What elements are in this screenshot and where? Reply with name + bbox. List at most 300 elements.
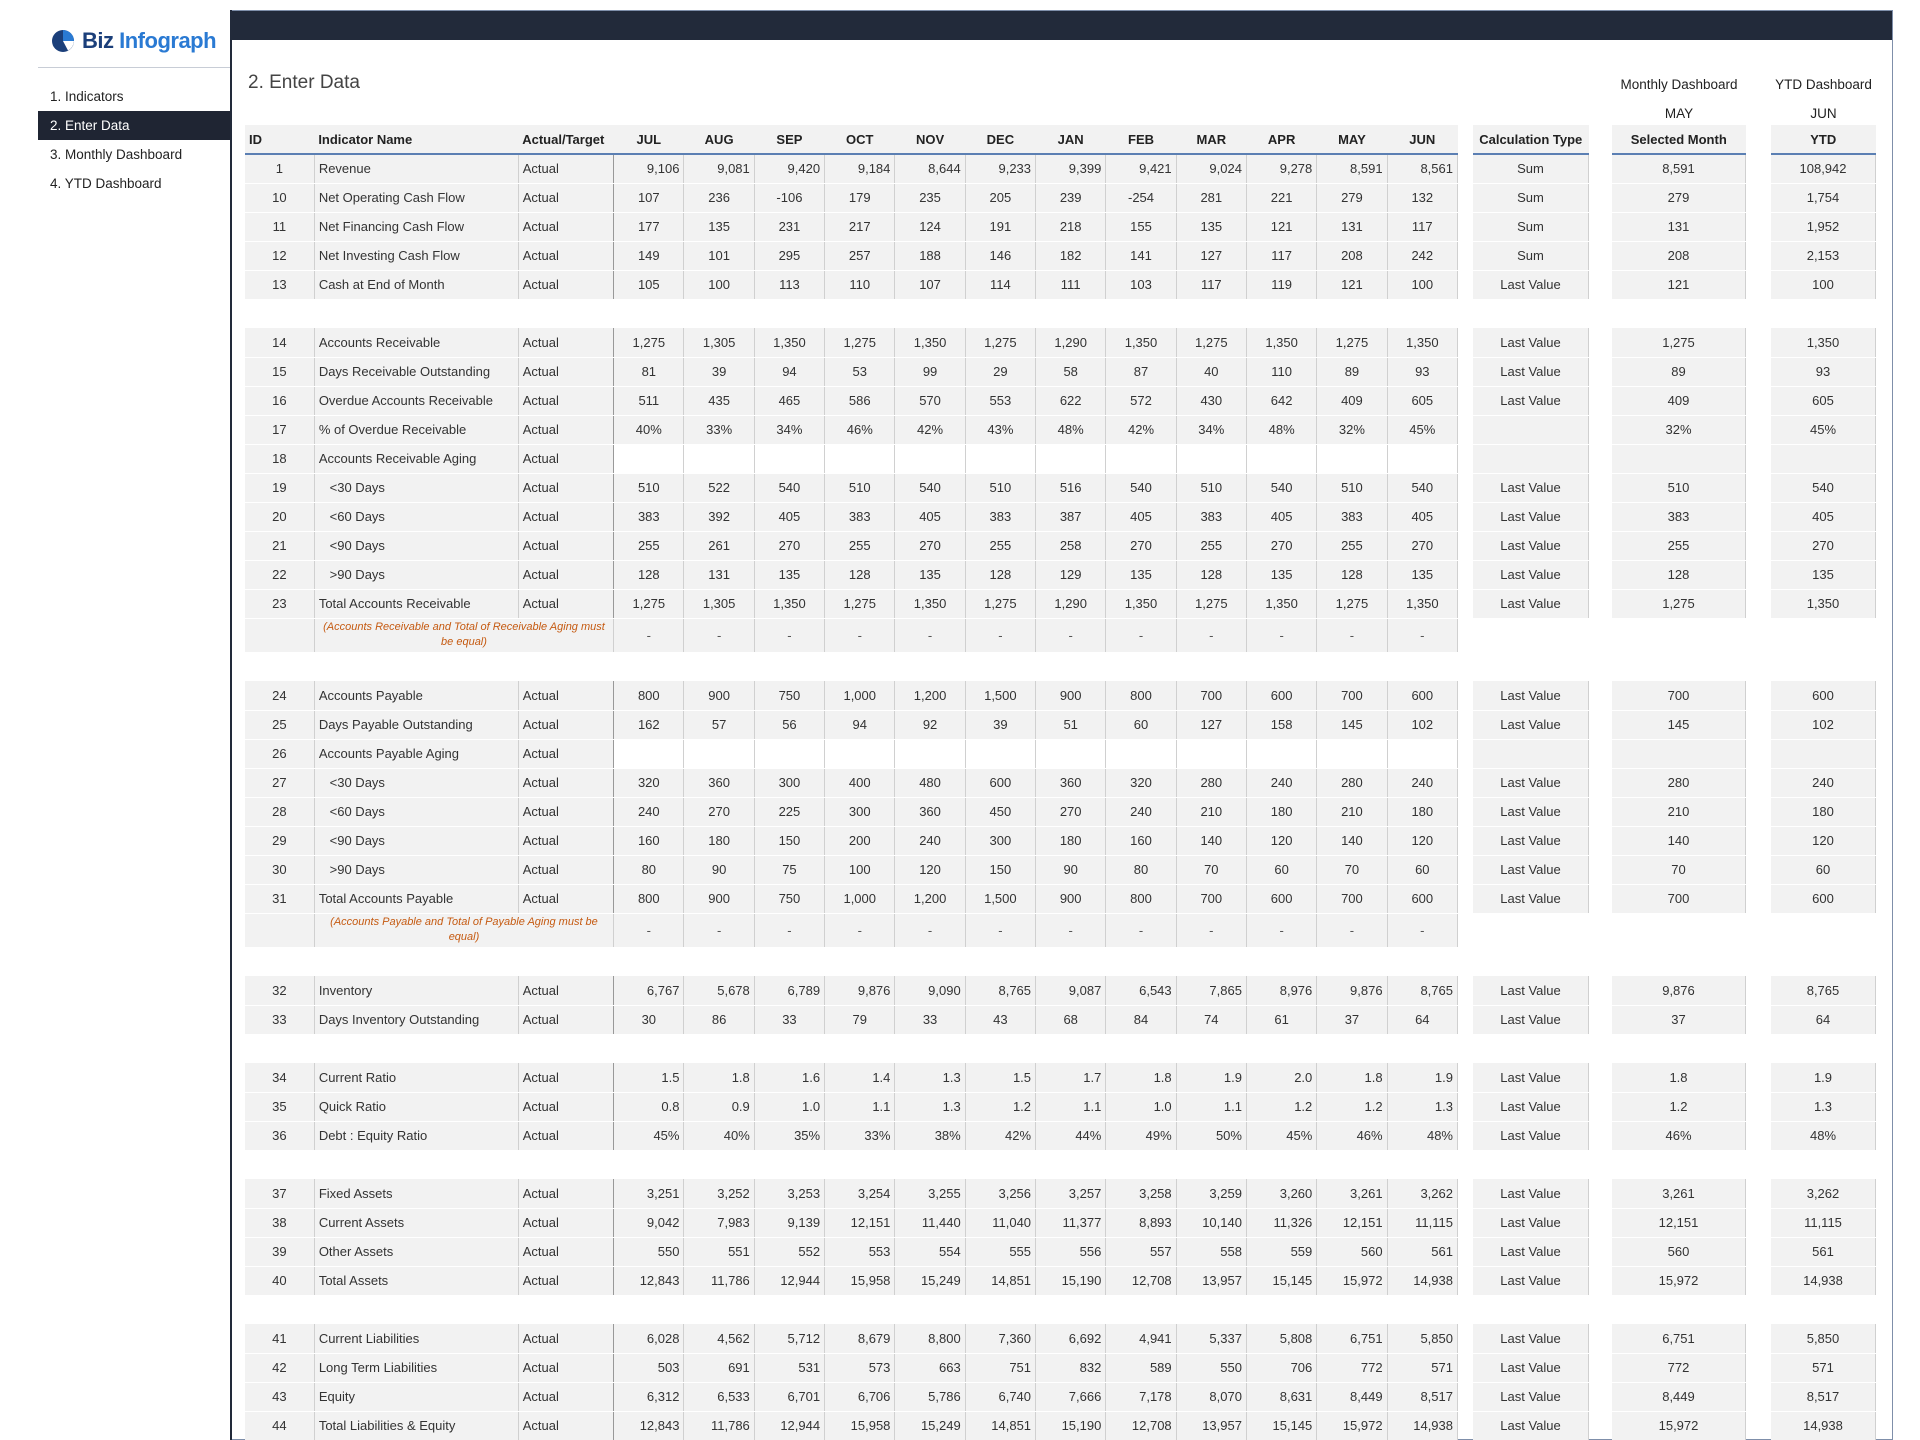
value-cell[interactable] — [614, 739, 684, 768]
value-cell[interactable]: 1.5 — [965, 1063, 1035, 1092]
actual-target-cell[interactable]: Actual — [518, 1382, 613, 1411]
value-cell[interactable]: 1,275 — [965, 328, 1035, 357]
value-cell[interactable]: 12,151 — [1317, 1208, 1387, 1237]
indicator-name-cell[interactable]: Net Operating Cash Flow — [314, 183, 518, 212]
value-cell[interactable]: 32% — [1317, 415, 1387, 444]
value-cell[interactable]: 140 — [1176, 826, 1246, 855]
value-cell[interactable]: 522 — [684, 473, 754, 502]
value-cell[interactable]: 60 — [1246, 855, 1316, 884]
indicator-name-cell[interactable]: Debt : Equity Ratio — [314, 1121, 518, 1150]
nav-item-enter-data[interactable]: 2. Enter Data — [38, 111, 230, 140]
value-cell[interactable]: 60 — [1387, 855, 1457, 884]
value-cell[interactable]: 589 — [1106, 1353, 1176, 1382]
value-cell[interactable]: 113 — [754, 270, 824, 299]
value-cell[interactable]: 409 — [1317, 386, 1387, 415]
value-cell[interactable] — [825, 739, 895, 768]
value-cell[interactable]: 1,350 — [1246, 328, 1316, 357]
value-cell[interactable]: 3,261 — [1317, 1179, 1387, 1208]
value-cell[interactable]: 1.9 — [1176, 1063, 1246, 1092]
value-cell[interactable] — [1106, 444, 1176, 473]
value-cell[interactable]: 103 — [1106, 270, 1176, 299]
value-cell[interactable]: 1.2 — [1246, 1092, 1316, 1121]
value-cell[interactable]: 1.8 — [1317, 1063, 1387, 1092]
value-cell[interactable]: 552 — [754, 1237, 824, 1266]
value-cell[interactable]: 43% — [965, 415, 1035, 444]
value-cell[interactable]: 1,275 — [614, 589, 684, 618]
value-cell[interactable]: 9,087 — [1036, 976, 1106, 1005]
value-cell[interactable]: 555 — [965, 1237, 1035, 1266]
value-cell[interactable]: 111 — [1036, 270, 1106, 299]
value-cell[interactable]: 10,140 — [1176, 1208, 1246, 1237]
value-cell[interactable]: 180 — [684, 826, 754, 855]
value-cell[interactable]: -254 — [1106, 183, 1176, 212]
value-cell[interactable]: 128 — [614, 560, 684, 589]
value-cell[interactable]: 270 — [1106, 531, 1176, 560]
value-cell[interactable]: 35% — [754, 1121, 824, 1150]
value-cell[interactable]: 600 — [1246, 884, 1316, 913]
value-cell[interactable]: 572 — [1106, 386, 1176, 415]
indicator-name-cell[interactable]: Accounts Receivable — [314, 328, 518, 357]
value-cell[interactable]: 3,251 — [614, 1179, 684, 1208]
value-cell[interactable]: 540 — [895, 473, 965, 502]
indicator-name-cell[interactable]: % of Overdue Receivable — [314, 415, 518, 444]
value-cell[interactable]: 90 — [684, 855, 754, 884]
value-cell[interactable]: 87 — [1106, 357, 1176, 386]
value-cell[interactable]: 240 — [895, 826, 965, 855]
actual-target-cell[interactable]: Actual — [518, 1266, 613, 1295]
value-cell[interactable]: 556 — [1036, 1237, 1106, 1266]
value-cell[interactable]: 8,679 — [825, 1324, 895, 1353]
value-cell[interactable]: 383 — [965, 502, 1035, 531]
value-cell[interactable]: 751 — [965, 1353, 1035, 1382]
indicator-name-cell[interactable]: Net Financing Cash Flow — [314, 212, 518, 241]
value-cell[interactable]: 6,751 — [1317, 1324, 1387, 1353]
value-cell[interactable]: 12,708 — [1106, 1411, 1176, 1440]
value-cell[interactable]: 50% — [1176, 1121, 1246, 1150]
indicator-name-cell[interactable]: Equity — [314, 1382, 518, 1411]
value-cell[interactable]: 9,139 — [754, 1208, 824, 1237]
value-cell[interactable]: 8,976 — [1246, 976, 1316, 1005]
actual-target-cell[interactable]: Actual — [518, 560, 613, 589]
value-cell[interactable]: 1,350 — [754, 328, 824, 357]
value-cell[interactable]: 270 — [1036, 797, 1106, 826]
value-cell[interactable] — [965, 444, 1035, 473]
actual-target-cell[interactable]: Actual — [518, 1005, 613, 1034]
indicator-name-cell[interactable]: Accounts Payable — [314, 681, 518, 710]
value-cell[interactable]: 280 — [1176, 768, 1246, 797]
value-cell[interactable]: 1,500 — [965, 884, 1035, 913]
value-cell[interactable]: 1,305 — [684, 589, 754, 618]
value-cell[interactable]: 832 — [1036, 1353, 1106, 1382]
value-cell[interactable]: 48% — [1387, 1121, 1457, 1150]
value-cell[interactable]: 8,561 — [1387, 154, 1457, 183]
value-cell[interactable]: 107 — [895, 270, 965, 299]
value-cell[interactable] — [754, 739, 824, 768]
actual-target-cell[interactable]: Actual — [518, 855, 613, 884]
value-cell[interactable]: 1.7 — [1036, 1063, 1106, 1092]
value-cell[interactable]: 61 — [1246, 1005, 1316, 1034]
actual-target-cell[interactable]: Actual — [518, 884, 613, 913]
value-cell[interactable]: 553 — [825, 1237, 895, 1266]
value-cell[interactable]: 11,326 — [1246, 1208, 1316, 1237]
value-cell[interactable]: 128 — [825, 560, 895, 589]
value-cell[interactable]: 11,040 — [965, 1208, 1035, 1237]
value-cell[interactable]: 1,350 — [895, 328, 965, 357]
value-cell[interactable]: 221 — [1246, 183, 1316, 212]
value-cell[interactable]: 3,255 — [895, 1179, 965, 1208]
value-cell[interactable]: 240 — [1246, 768, 1316, 797]
value-cell[interactable]: 12,944 — [754, 1266, 824, 1295]
value-cell[interactable]: 42% — [895, 415, 965, 444]
value-cell[interactable]: 135 — [1176, 212, 1246, 241]
value-cell[interactable]: 231 — [754, 212, 824, 241]
value-cell[interactable]: 64 — [1387, 1005, 1457, 1034]
actual-target-cell[interactable]: Actual — [518, 270, 613, 299]
value-cell[interactable]: 706 — [1246, 1353, 1316, 1382]
value-cell[interactable]: 3,257 — [1036, 1179, 1106, 1208]
value-cell[interactable]: 150 — [965, 855, 1035, 884]
value-cell[interactable]: 48% — [1036, 415, 1106, 444]
value-cell[interactable]: 383 — [1176, 502, 1246, 531]
value-cell[interactable]: 29 — [965, 357, 1035, 386]
indicator-name-cell[interactable]: Accounts Receivable Aging — [314, 444, 518, 473]
value-cell[interactable]: 1,200 — [895, 681, 965, 710]
value-cell[interactable]: 1,000 — [825, 681, 895, 710]
value-cell[interactable]: 700 — [1176, 681, 1246, 710]
value-cell[interactable]: 7,178 — [1106, 1382, 1176, 1411]
value-cell[interactable]: 131 — [1317, 212, 1387, 241]
value-cell[interactable]: 6,533 — [684, 1382, 754, 1411]
value-cell[interactable]: 258 — [1036, 531, 1106, 560]
value-cell[interactable]: 102 — [1387, 710, 1457, 739]
indicator-name-cell[interactable]: Cash at End of Month — [314, 270, 518, 299]
value-cell[interactable]: 280 — [1317, 768, 1387, 797]
value-cell[interactable]: 9,090 — [895, 976, 965, 1005]
value-cell[interactable]: 155 — [1106, 212, 1176, 241]
value-cell[interactable]: 40 — [1176, 357, 1246, 386]
value-cell[interactable]: 8,517 — [1387, 1382, 1457, 1411]
value-cell[interactable]: 129 — [1036, 560, 1106, 589]
value-cell[interactable]: 281 — [1176, 183, 1246, 212]
value-cell[interactable]: 9,233 — [965, 154, 1035, 183]
value-cell[interactable]: 300 — [965, 826, 1035, 855]
value-cell[interactable]: 9,876 — [825, 976, 895, 1005]
value-cell[interactable]: 405 — [895, 502, 965, 531]
value-cell[interactable]: 6,706 — [825, 1382, 895, 1411]
value-cell[interactable]: 1,275 — [965, 589, 1035, 618]
actual-target-cell[interactable]: Actual — [518, 473, 613, 502]
value-cell[interactable]: 5,678 — [684, 976, 754, 1005]
value-cell[interactable]: 570 — [895, 386, 965, 415]
value-cell[interactable] — [1036, 739, 1106, 768]
value-cell[interactable]: 210 — [1317, 797, 1387, 826]
selected-month-value[interactable]: MAY — [1664, 106, 1694, 121]
value-cell[interactable]: 663 — [895, 1353, 965, 1382]
value-cell[interactable]: 360 — [1036, 768, 1106, 797]
actual-target-cell[interactable]: Actual — [518, 710, 613, 739]
value-cell[interactable]: 70 — [1317, 855, 1387, 884]
value-cell[interactable]: 30 — [614, 1005, 684, 1034]
value-cell[interactable]: 465 — [754, 386, 824, 415]
actual-target-cell[interactable]: Actual — [518, 1063, 613, 1092]
indicator-name-cell[interactable]: Total Accounts Receivable — [314, 589, 518, 618]
value-cell[interactable]: 4,941 — [1106, 1324, 1176, 1353]
value-cell[interactable]: 160 — [1106, 826, 1176, 855]
value-cell[interactable]: 12,843 — [614, 1411, 684, 1440]
value-cell[interactable]: 605 — [1387, 386, 1457, 415]
value-cell[interactable]: 1,275 — [614, 328, 684, 357]
value-cell[interactable]: 81 — [614, 357, 684, 386]
value-cell[interactable]: 191 — [965, 212, 1035, 241]
value-cell[interactable]: 128 — [1317, 560, 1387, 589]
nav-item-monthly-dashboard[interactable]: 3. Monthly Dashboard — [50, 147, 183, 162]
value-cell[interactable]: 240 — [1387, 768, 1457, 797]
value-cell[interactable]: 49% — [1106, 1121, 1176, 1150]
value-cell[interactable]: 1,350 — [1387, 589, 1457, 618]
value-cell[interactable]: 1,275 — [1317, 328, 1387, 357]
value-cell[interactable]: 772 — [1317, 1353, 1387, 1382]
actual-target-cell[interactable]: Actual — [518, 1092, 613, 1121]
value-cell[interactable]: 93 — [1387, 357, 1457, 386]
value-cell[interactable]: 750 — [754, 681, 824, 710]
value-cell[interactable]: 84 — [1106, 1005, 1176, 1034]
value-cell[interactable]: 279 — [1317, 183, 1387, 212]
value-cell[interactable]: 239 — [1036, 183, 1106, 212]
value-cell[interactable]: 1.0 — [754, 1092, 824, 1121]
indicator-name-cell[interactable]: <90 Days — [314, 826, 518, 855]
value-cell[interactable]: 145 — [1317, 710, 1387, 739]
value-cell[interactable]: 510 — [614, 473, 684, 502]
value-cell[interactable]: 7,983 — [684, 1208, 754, 1237]
value-cell[interactable]: 3,256 — [965, 1179, 1035, 1208]
value-cell[interactable]: 558 — [1176, 1237, 1246, 1266]
value-cell[interactable] — [1387, 444, 1457, 473]
value-cell[interactable]: 6,692 — [1036, 1324, 1106, 1353]
actual-target-cell[interactable]: Actual — [518, 1179, 613, 1208]
value-cell[interactable]: 12,843 — [614, 1266, 684, 1295]
value-cell[interactable]: 405 — [1106, 502, 1176, 531]
nav-item-indicators[interactable]: 1. Indicators — [50, 89, 124, 104]
value-cell[interactable]: 38% — [895, 1121, 965, 1150]
value-cell[interactable]: 44% — [1036, 1121, 1106, 1150]
value-cell[interactable]: 1.1 — [1176, 1092, 1246, 1121]
value-cell[interactable]: 560 — [1317, 1237, 1387, 1266]
actual-target-cell[interactable]: Actual — [518, 154, 613, 183]
value-cell[interactable]: 554 — [895, 1237, 965, 1266]
value-cell[interactable]: 140 — [1317, 826, 1387, 855]
value-cell[interactable]: 320 — [1106, 768, 1176, 797]
value-cell[interactable]: 3,259 — [1176, 1179, 1246, 1208]
value-cell[interactable]: 217 — [825, 212, 895, 241]
value-cell[interactable]: 1.6 — [754, 1063, 824, 1092]
indicator-name-cell[interactable]: Days Payable Outstanding — [314, 710, 518, 739]
value-cell[interactable]: 550 — [614, 1237, 684, 1266]
value-cell[interactable] — [895, 444, 965, 473]
value-cell[interactable]: 540 — [1246, 473, 1316, 502]
value-cell[interactable]: 68 — [1036, 1005, 1106, 1034]
value-cell[interactable]: 3,253 — [754, 1179, 824, 1208]
value-cell[interactable]: 121 — [1317, 270, 1387, 299]
value-cell[interactable]: 3,262 — [1387, 1179, 1457, 1208]
actual-target-cell[interactable]: Actual — [518, 826, 613, 855]
value-cell[interactable]: 540 — [1387, 473, 1457, 502]
value-cell[interactable]: 45% — [1246, 1121, 1316, 1150]
value-cell[interactable]: 9,278 — [1246, 154, 1316, 183]
value-cell[interactable]: 141 — [1106, 241, 1176, 270]
value-cell[interactable]: 33% — [684, 415, 754, 444]
value-cell[interactable]: 13,957 — [1176, 1266, 1246, 1295]
actual-target-cell[interactable]: Actual — [518, 212, 613, 241]
value-cell[interactable]: 430 — [1176, 386, 1246, 415]
value-cell[interactable]: 557 — [1106, 1237, 1176, 1266]
value-cell[interactable]: 205 — [965, 183, 1035, 212]
indicator-name-cell[interactable]: Quick Ratio — [314, 1092, 518, 1121]
indicator-name-cell[interactable]: Current Ratio — [314, 1063, 518, 1092]
value-cell[interactable]: 86 — [684, 1005, 754, 1034]
actual-target-cell[interactable]: Actual — [518, 797, 613, 826]
value-cell[interactable]: 14,938 — [1387, 1411, 1457, 1440]
value-cell[interactable]: 99 — [895, 357, 965, 386]
value-cell[interactable]: 9,024 — [1176, 154, 1246, 183]
value-cell[interactable]: 179 — [825, 183, 895, 212]
value-cell[interactable]: 510 — [965, 473, 1035, 502]
value-cell[interactable] — [1176, 444, 1246, 473]
value-cell[interactable]: 9,420 — [754, 154, 824, 183]
value-cell[interactable]: 1,350 — [1106, 328, 1176, 357]
value-cell[interactable]: 600 — [1387, 884, 1457, 913]
value-cell[interactable]: 586 — [825, 386, 895, 415]
value-cell[interactable]: 14,851 — [965, 1411, 1035, 1440]
actual-target-cell[interactable]: Actual — [518, 589, 613, 618]
value-cell[interactable]: 58 — [1036, 357, 1106, 386]
value-cell[interactable] — [895, 739, 965, 768]
value-cell[interactable] — [684, 444, 754, 473]
value-cell[interactable]: 800 — [614, 884, 684, 913]
value-cell[interactable] — [1317, 739, 1387, 768]
value-cell[interactable]: 117 — [1246, 241, 1316, 270]
value-cell[interactable]: 561 — [1387, 1237, 1457, 1266]
value-cell[interactable]: 383 — [825, 502, 895, 531]
value-cell[interactable]: 1,305 — [684, 328, 754, 357]
value-cell[interactable]: 1,275 — [825, 589, 895, 618]
actual-target-cell[interactable]: Actual — [518, 976, 613, 1005]
value-cell[interactable]: 2.0 — [1246, 1063, 1316, 1092]
value-cell[interactable]: 94 — [825, 710, 895, 739]
value-cell[interactable]: 33% — [825, 1121, 895, 1150]
indicator-name-cell[interactable]: Net Investing Cash Flow — [314, 241, 518, 270]
value-cell[interactable]: 121 — [1246, 212, 1316, 241]
value-cell[interactable]: 1.9 — [1387, 1063, 1457, 1092]
value-cell[interactable]: 1,350 — [1387, 328, 1457, 357]
value-cell[interactable]: 5,808 — [1246, 1324, 1316, 1353]
value-cell[interactable]: 1.2 — [965, 1092, 1035, 1121]
indicator-name-cell[interactable]: Total Accounts Payable — [314, 884, 518, 913]
value-cell[interactable]: 1.3 — [895, 1063, 965, 1092]
value-cell[interactable]: 6,543 — [1106, 976, 1176, 1005]
value-cell[interactable]: 39 — [684, 357, 754, 386]
value-cell[interactable]: 900 — [1036, 681, 1106, 710]
value-cell[interactable]: 531 — [754, 1353, 824, 1382]
value-cell[interactable]: 135 — [754, 560, 824, 589]
value-cell[interactable]: 8,449 — [1317, 1382, 1387, 1411]
value-cell[interactable]: 1.3 — [1387, 1092, 1457, 1121]
actual-target-cell[interactable]: Actual — [518, 531, 613, 560]
value-cell[interactable]: 383 — [614, 502, 684, 531]
value-cell[interactable]: 510 — [1176, 473, 1246, 502]
indicator-name-cell[interactable]: >90 Days — [314, 855, 518, 884]
value-cell[interactable]: 127 — [1176, 710, 1246, 739]
value-cell[interactable]: 128 — [965, 560, 1035, 589]
value-cell[interactable]: 1,500 — [965, 681, 1035, 710]
value-cell[interactable]: 11,786 — [684, 1266, 754, 1295]
indicator-name-cell[interactable]: Other Assets — [314, 1237, 518, 1266]
value-cell[interactable]: 1,290 — [1036, 328, 1106, 357]
value-cell[interactable]: 11,115 — [1387, 1208, 1457, 1237]
value-cell[interactable]: 261 — [684, 531, 754, 560]
value-cell[interactable]: 800 — [614, 681, 684, 710]
value-cell[interactable]: 1,350 — [1106, 589, 1176, 618]
value-cell[interactable]: 15,190 — [1036, 1411, 1106, 1440]
value-cell[interactable]: 37 — [1317, 1005, 1387, 1034]
value-cell[interactable]: 14,851 — [965, 1266, 1035, 1295]
value-cell[interactable]: 1.1 — [825, 1092, 895, 1121]
indicator-name-cell[interactable]: <30 Days — [314, 473, 518, 502]
value-cell[interactable]: 3,252 — [684, 1179, 754, 1208]
value-cell[interactable]: 8,631 — [1246, 1382, 1316, 1411]
value-cell[interactable]: -106 — [754, 183, 824, 212]
actual-target-cell[interactable]: Actual — [518, 183, 613, 212]
indicator-name-cell[interactable]: <90 Days — [314, 531, 518, 560]
value-cell[interactable]: 300 — [825, 797, 895, 826]
value-cell[interactable]: 270 — [1246, 531, 1316, 560]
value-cell[interactable]: 158 — [1246, 710, 1316, 739]
value-cell[interactable]: 101 — [684, 241, 754, 270]
value-cell[interactable]: 162 — [614, 710, 684, 739]
value-cell[interactable]: 48% — [1246, 415, 1316, 444]
value-cell[interactable]: 182 — [1036, 241, 1106, 270]
actual-target-cell[interactable]: Actual — [518, 1353, 613, 1382]
value-cell[interactable]: 9,184 — [825, 154, 895, 183]
value-cell[interactable]: 46% — [1317, 1121, 1387, 1150]
value-cell[interactable]: 218 — [1036, 212, 1106, 241]
value-cell[interactable]: 9,081 — [684, 154, 754, 183]
value-cell[interactable]: 13,957 — [1176, 1411, 1246, 1440]
value-cell[interactable] — [684, 739, 754, 768]
indicator-name-cell[interactable]: Accounts Payable Aging — [314, 739, 518, 768]
value-cell[interactable]: 5,337 — [1176, 1324, 1246, 1353]
value-cell[interactable]: 240 — [1106, 797, 1176, 826]
value-cell[interactable]: 0.8 — [614, 1092, 684, 1121]
value-cell[interactable]: 360 — [684, 768, 754, 797]
value-cell[interactable]: 255 — [614, 531, 684, 560]
value-cell[interactable]: 700 — [1317, 884, 1387, 913]
value-cell[interactable]: 235 — [895, 183, 965, 212]
indicator-name-cell[interactable]: Current Assets — [314, 1208, 518, 1237]
value-cell[interactable]: 60 — [1106, 710, 1176, 739]
indicator-name-cell[interactable]: Fixed Assets — [314, 1179, 518, 1208]
value-cell[interactable]: 131 — [684, 560, 754, 589]
actual-target-cell[interactable]: Actual — [518, 386, 613, 415]
value-cell[interactable]: 40% — [614, 415, 684, 444]
actual-target-cell[interactable]: Actual — [518, 1237, 613, 1266]
value-cell[interactable]: 295 — [754, 241, 824, 270]
value-cell[interactable]: 34% — [754, 415, 824, 444]
value-cell[interactable]: 180 — [1387, 797, 1457, 826]
value-cell[interactable]: 1,275 — [1176, 328, 1246, 357]
value-cell[interactable]: 510 — [1317, 473, 1387, 502]
value-cell[interactable]: 11,786 — [684, 1411, 754, 1440]
value-cell[interactable]: 180 — [1036, 826, 1106, 855]
